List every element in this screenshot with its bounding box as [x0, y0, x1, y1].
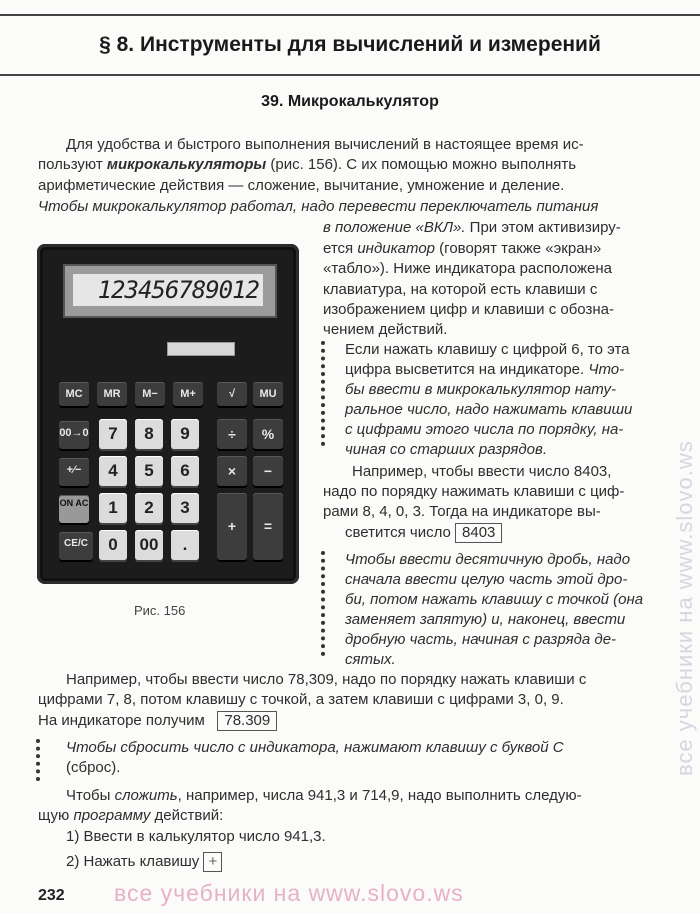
key-equals: = — [253, 493, 283, 560]
figure-caption: Рис. 156 — [134, 603, 186, 618]
key-7: 7 — [99, 419, 127, 449]
p1-line: пользуют микрокалькуляторы (рис. 156). С их помощью можно выполнять — [38, 156, 577, 173]
rule1-line: цифра высветится на индикаторе. Что- — [345, 361, 625, 378]
plus-key-box: + — [203, 852, 222, 872]
chapter-title: § 8. Инструменты для вычислений и измерений — [99, 33, 601, 56]
key-percent: % — [253, 419, 283, 449]
calculator-screen-bezel — [63, 264, 277, 318]
side-watermark: все учебники на www.slovo.ws — [672, 440, 697, 776]
indicator-value-box: 78.309 — [217, 711, 277, 731]
rule1-line: Если нажать клавишу с цифрой 6, то эта — [345, 341, 630, 358]
key-plus: + — [217, 493, 247, 560]
example1-line: Например, чтобы ввести число 8403, — [352, 463, 612, 480]
rule2-line: сначала ввести целую часть этой дро- — [345, 571, 628, 588]
step-2: 2) Нажать клавишу + — [66, 852, 222, 872]
example2-line: Например, чтобы ввести число 78,309, надо по порядку нажать клавиши с — [66, 671, 587, 688]
key-5: 5 — [135, 456, 163, 486]
solar-panel — [167, 342, 235, 356]
chapter-rule — [0, 74, 700, 76]
example1-line: надо по порядку нажимать клавиши с циф- — [323, 483, 625, 500]
section-title: 39. Микрокалькулятор — [261, 93, 439, 110]
p1-line: арифметические действия — сложение, вычитание, умножение и деление. — [38, 177, 565, 194]
key-2: 2 — [135, 493, 163, 523]
add-line: Чтобы сложить, например, числа 941,3 и 714,9, надо выполнить следую- — [66, 787, 582, 804]
rule-marker — [36, 739, 44, 781]
key-8: 8 — [135, 419, 163, 449]
watermark: все учебники на www.slovo.ws — [114, 880, 464, 906]
key-mu: MU — [253, 382, 283, 406]
calculator-display: 123456789012 — [73, 274, 263, 306]
rule3-line: Чтобы сбросить число с индикатора, нажимают клавишу с буквой С — [66, 739, 564, 756]
rule1-line: чиная со старших разрядов. — [345, 441, 548, 458]
key-on-ac: ON AC — [59, 495, 89, 523]
p1-line: чением действий. — [323, 321, 448, 338]
key-4: 4 — [99, 456, 127, 486]
key-ce-c: CE/C — [59, 532, 93, 560]
example1-line: рами 8, 4, 0, 3. Тогда на индикаторе вы- — [323, 503, 601, 520]
example2-line: На индикаторе получим 78.309 — [38, 711, 277, 731]
step-1: 1) Ввести в калькулятор число 941,3. — [66, 828, 326, 845]
p1-line: Для удобства и быстрого выполнения вычислений в настоящее время ис- — [66, 136, 584, 153]
example2-line: цифрами 7, 8, потом клавишу с точкой, а затем клавиши с цифрами 3, 0, 9. — [38, 691, 564, 708]
p1-line: Чтобы микрокалькулятор работал, надо перевести переключатель питания — [38, 198, 599, 215]
rule-marker — [321, 341, 329, 446]
top-rule — [0, 14, 700, 16]
p1-line: ется индикатор (говорят также «экран» — [323, 240, 602, 257]
key-mc: MC — [59, 382, 89, 406]
key-6: 6 — [171, 456, 199, 486]
rule2-line: дробную часть, начиная с разряда де- — [345, 631, 617, 648]
key-m-plus: M+ — [173, 382, 203, 406]
example1-line: светится число 8403 — [345, 523, 502, 543]
key-0: 0 — [99, 530, 127, 560]
key-m-minus: M− — [135, 382, 165, 406]
key-9: 9 — [171, 419, 199, 449]
rule3-line: (сброс). — [66, 759, 121, 776]
rule1-line: с цифрами этого числа по порядку, на- — [345, 421, 624, 438]
key-multiply: × — [217, 456, 247, 486]
rule2-line: Чтобы ввести десятичную дробь, надо — [345, 551, 631, 568]
rule-marker — [321, 551, 329, 656]
key-minus: − — [253, 456, 283, 486]
key-1: 1 — [99, 493, 127, 523]
rule1-line: бы ввести в микрокалькулятор нату- — [345, 381, 616, 398]
key-divide: ÷ — [217, 419, 247, 449]
key-00: 00 — [135, 530, 163, 560]
key-00-0: 00→0 — [59, 421, 89, 449]
add-line: щую программу действий: — [38, 807, 224, 824]
calculator-illustration — [37, 244, 299, 584]
rule2-line: заменяет запятую) и, наконец, ввести — [345, 611, 626, 628]
key-dot: . — [171, 530, 199, 560]
p1-line: в положение «ВКЛ». При этом активизиру- — [323, 219, 621, 236]
p1-line: изображением цифр и клавиши с обозна- — [323, 301, 614, 318]
p1-line: клавиатура, на которой есть клавиши с — [323, 281, 598, 298]
key-sqrt: √ — [217, 382, 247, 406]
rule2-line: сятых. — [345, 651, 396, 668]
key-plus-minus: +⁄− — [59, 458, 89, 486]
rule2-line: би, потом нажать клавишу с точкой (она — [345, 591, 644, 608]
page-number: 232 — [38, 887, 65, 904]
p1-line: «табло»). Ниже индикатора расположена — [323, 260, 613, 277]
indicator-value-box: 8403 — [455, 523, 502, 543]
rule1-line: ральное число, надо нажимать клавиши — [345, 401, 633, 418]
key-mr: MR — [97, 382, 127, 406]
key-3: 3 — [171, 493, 199, 523]
